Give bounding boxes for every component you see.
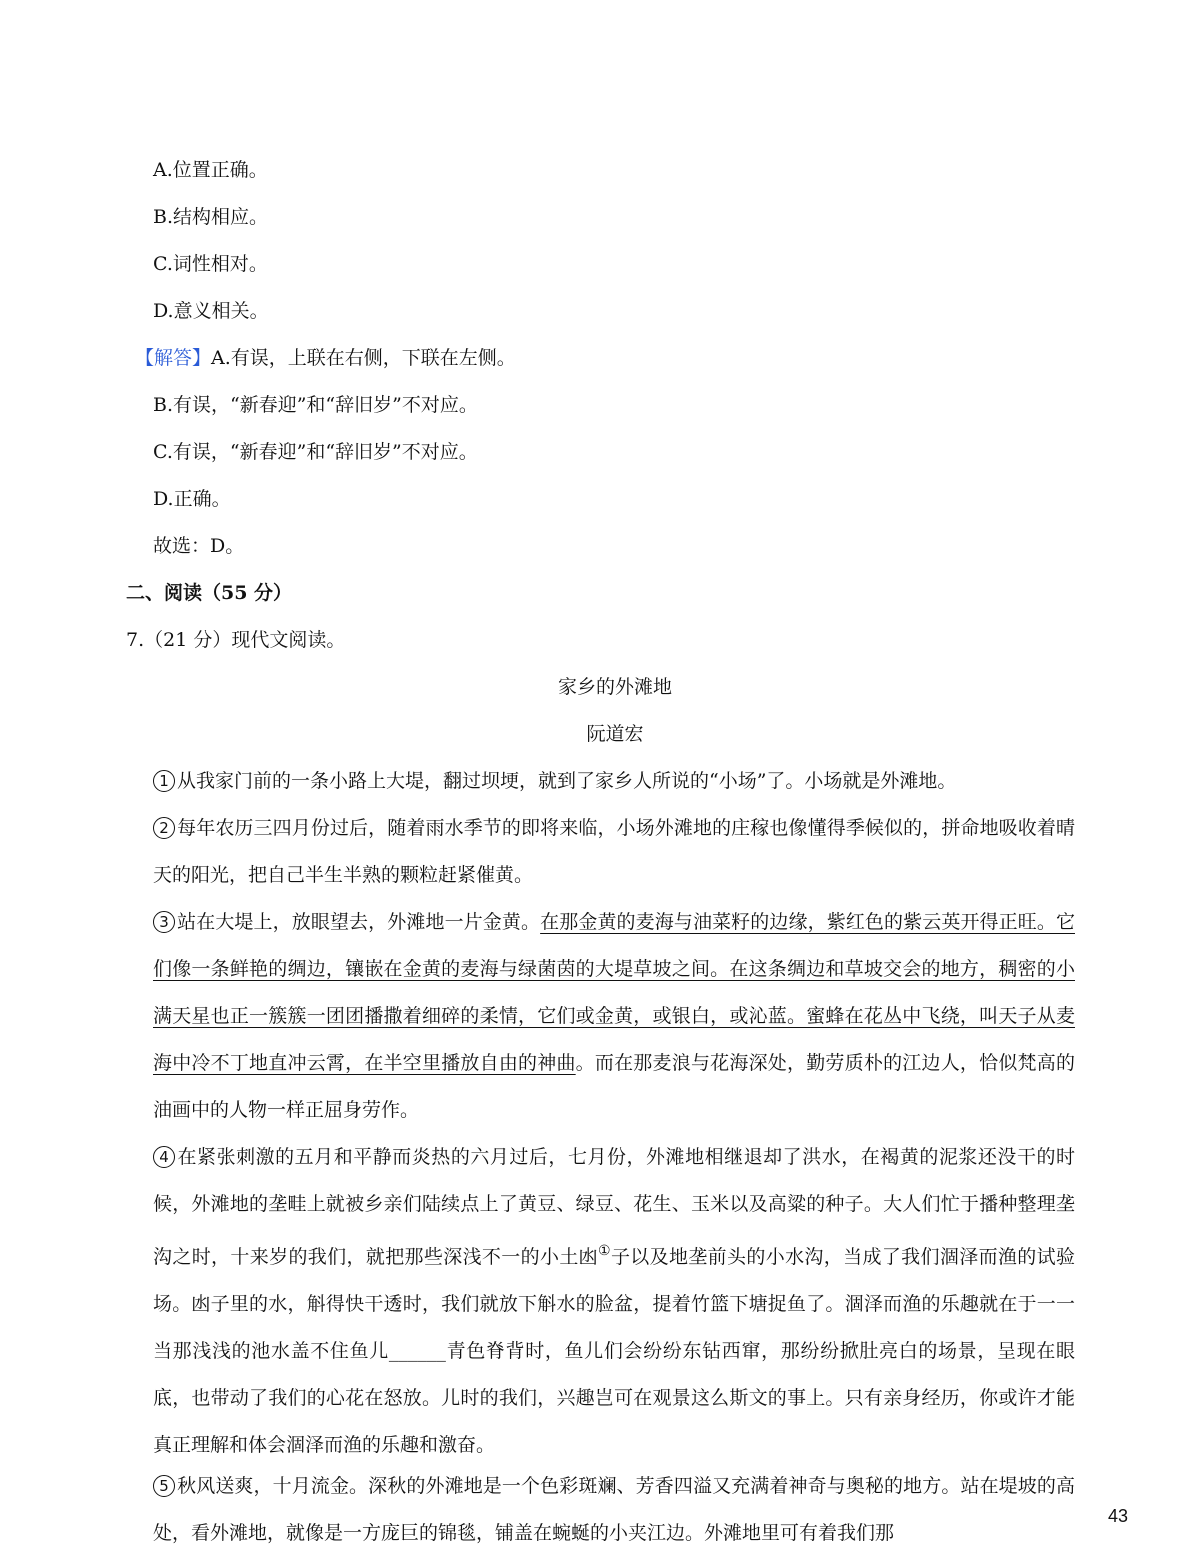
option-a: A.位置正确。 bbox=[153, 159, 268, 181]
answer-tag: 【解答】 bbox=[135, 347, 212, 369]
paragraph-3-text-before: 站在大堤上，放眼望去，外滩地一片金黄。 bbox=[177, 911, 541, 933]
page-number: 43 bbox=[1108, 1506, 1129, 1526]
option-c: C.词性相对。 bbox=[153, 253, 268, 275]
answer-choice: 故选：D。 bbox=[153, 535, 245, 557]
option-b: B.结构相应。 bbox=[153, 206, 269, 228]
question-stem: 7.（21 分）现代文阅读。 bbox=[126, 629, 346, 651]
paragraph-4 bbox=[153, 1134, 1075, 1469]
paragraph-4-text-after: 青色脊背时，鱼儿们会纷纷东钻西窜，那纷纷掀肚亮白的场景，呈现在眼底，也带动了我们的心花在怒放。儿时的我们，兴趣岂可在观景这么斯文的事上。只有亲身经历，你或许才能真正理解和体会涸泽而渔的乐趣和激奋。 bbox=[153, 1340, 1075, 1456]
paragraph-4-text-before: 在紧张刺激的五月和平静而炎热的六月过后，七月份，外滩地相继退却了洪水，在褐黄的泥浆还没干的时候，外滩地的垄畦上就被乡亲们陆续点上了黄豆、绿豆、花生、玉米以及高粱的种子。大人们忙于播种整理垄沟之时，十来岁的我们，就把那些深浅不一的小土凼 bbox=[153, 1146, 1075, 1268]
paragraph-2-text: 每年农历三四月份过后，随着雨水季节的即将来临，小场外滩地的庄稼也像懂得季候似的，拼命地吸收着晴天的阳光，把自己半生半熟的颗粒赶紧催黄。 bbox=[153, 817, 1075, 886]
answer-line-b: B.有误，“新春迎”和“辞旧岁”不对应。 bbox=[153, 394, 478, 416]
paragraph-number-5: 5 bbox=[153, 1475, 175, 1497]
paragraph-number-3: 3 bbox=[153, 911, 175, 933]
answer-first-text: A.有误，上联在右侧，下联在左侧。 bbox=[211, 347, 516, 369]
paragraph-2 bbox=[153, 805, 1075, 899]
footnote-marker: ① bbox=[598, 1243, 611, 1259]
answer-first-line bbox=[135, 345, 516, 371]
answer-line-c: C.有误，“新春迎”和“辞旧岁”不对应。 bbox=[153, 441, 478, 463]
paragraph-number-2: 2 bbox=[153, 817, 175, 839]
paragraph-1 bbox=[153, 758, 1075, 805]
paragraph-5-text: 秋风送爽，十月流金。深秋的外滩地是一个色彩斑斓、芳香四溢又充满着神奇与奥秘的地方。站在堤坡的高处，看外滩地，就像是一方庞巨的锦毯，铺盖在蜿蜒的小夹江边。外滩地里可有着我们那 bbox=[153, 1475, 1075, 1544]
paragraph-1-text: 从我家门前的一条小路上大堤，翻过坝埂，就到了家乡人所说的“小场”了。小场就是外滩地。 bbox=[177, 770, 957, 792]
paragraph-number-4: 4 bbox=[153, 1146, 175, 1168]
paragraph-3-text-after: 。而在那麦浪与花海深处，勤劳质朴的江边人，恰似梵高的油画中的人物一样正屈身劳作。 bbox=[153, 1052, 1075, 1121]
section-heading: 二、阅读（55 分） bbox=[126, 582, 293, 604]
option-d: D.意义相关。 bbox=[153, 300, 269, 322]
article-title: 家乡的外滩地 bbox=[557, 676, 672, 698]
answer-line-d: D.正确。 bbox=[153, 488, 231, 510]
paragraph-3-underlined: 在那金黄的麦海与油菜籽的边缘，紫红色的紫云英开得正旺。它们像一条鲜艳的绸边，镶嵌在金黄的麦海与绿菌茵的大堤草坡之间。在这条绸边和草坡交会的地方，稠密的小满天星也正一簇簇一团团播撒着细碎的柔情，它们或金黄，或银白，或沁蓝。蜜蜂在花丛中飞绕，叫天子从麦海中冷不丁地直冲云霄，在半空里播放自由的神曲 bbox=[153, 911, 1075, 1074]
paragraph-3 bbox=[153, 899, 1075, 1134]
paragraph-5 bbox=[153, 1463, 1075, 1557]
paragraph-number-1: 1 bbox=[153, 770, 175, 792]
article-author: 阮道宏 bbox=[586, 723, 644, 745]
paragraph-4-text-middle: 子以及地垄前头的小水沟，当成了我们涸泽而渔的试验场。凼子里的水，斛得快干透时，我们就放下斛水的脸盆，提着竹篮下塘捉鱼了。涸泽而渔的乐趣就在于一一当那浅浅的池水盖不住鱼儿 bbox=[153, 1246, 1075, 1362]
fill-in-blank: ______ bbox=[388, 1340, 446, 1362]
